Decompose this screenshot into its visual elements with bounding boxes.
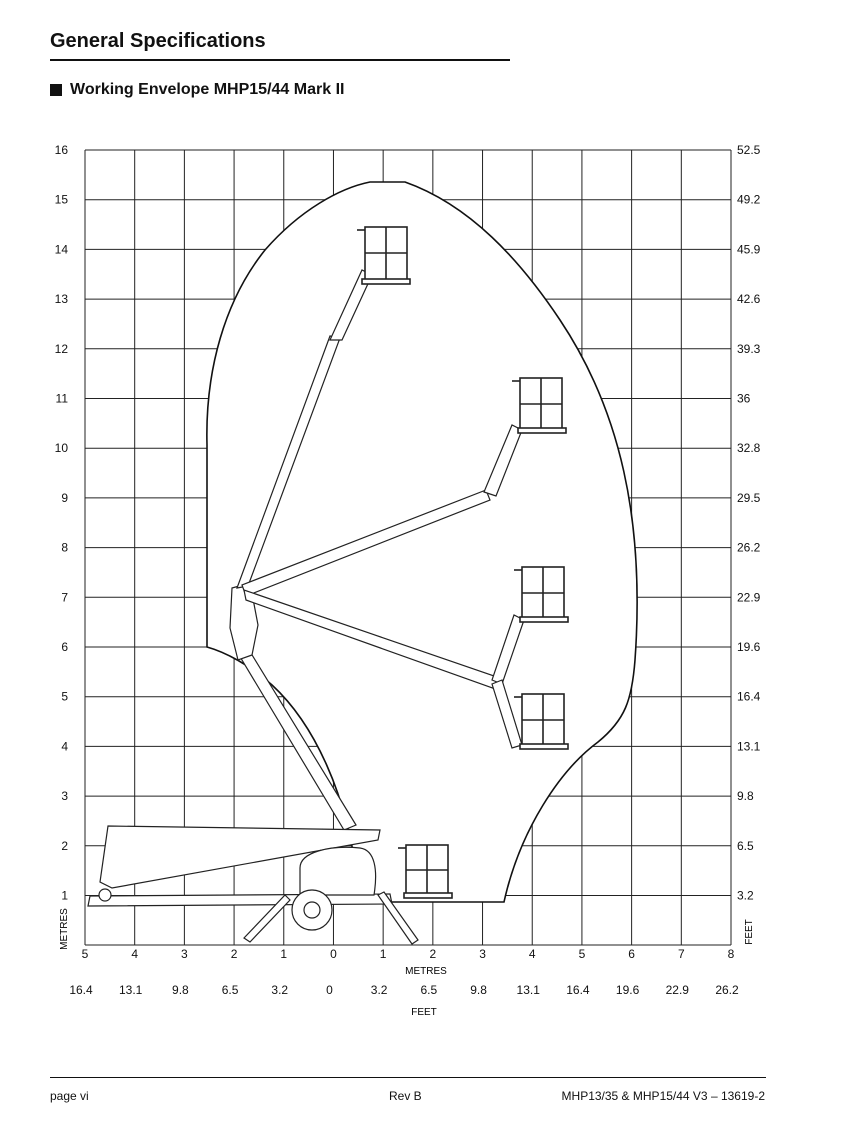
x-tick-feet: 19.6 bbox=[615, 983, 640, 997]
x-tick-metres: 4 bbox=[131, 947, 139, 961]
x-tick-metres: 8 bbox=[727, 947, 735, 961]
x-tick-metres: 5 bbox=[578, 947, 586, 961]
engine-cover bbox=[300, 847, 376, 895]
x-axis-metres bbox=[82, 947, 735, 961]
platform-basket-high bbox=[512, 378, 566, 433]
y-tick-metres: 6 bbox=[61, 640, 68, 654]
page-title: General Specifications bbox=[50, 30, 266, 52]
y-tick-metres: 2 bbox=[61, 838, 68, 853]
y-tick-metres: 3 bbox=[61, 789, 68, 804]
y-axis-right-label: FEET bbox=[744, 919, 755, 945]
x-tick-metres: 2 bbox=[429, 947, 437, 961]
y-tick-feet: 39.3 bbox=[737, 341, 761, 356]
y-tick-feet: 19.6 bbox=[737, 640, 761, 654]
y-tick-metres: 7 bbox=[61, 590, 68, 605]
x-axis-feet bbox=[69, 983, 739, 997]
y-tick-metres: 16 bbox=[54, 143, 68, 157]
x-tick-metres: 7 bbox=[677, 947, 685, 961]
y-tick-metres: 1 bbox=[61, 888, 68, 903]
x-tick-feet: 6.5 bbox=[420, 983, 438, 997]
y-tick-feet: 9.8 bbox=[737, 789, 754, 804]
y-tick-feet: 3.2 bbox=[737, 888, 754, 903]
y-tick-feet: 42.6 bbox=[737, 292, 761, 307]
y-tick-metres: 13 bbox=[54, 292, 68, 307]
y-tick-feet: 22.9 bbox=[737, 590, 761, 605]
platform-basket-mid-lower bbox=[514, 694, 568, 749]
y-tick-metres: 11 bbox=[55, 391, 68, 406]
x-tick-feet: 26.2 bbox=[715, 983, 739, 997]
y-axis-metres bbox=[55, 143, 69, 903]
x-tick-feet: 3.2 bbox=[271, 983, 289, 997]
x-tick-feet: 16.4 bbox=[69, 983, 93, 997]
towing-hitch bbox=[99, 889, 111, 901]
x-tick-feet: 22.9 bbox=[665, 983, 689, 997]
y-axis-feet bbox=[737, 143, 761, 903]
y-tick-feet: 36 bbox=[737, 391, 751, 406]
document-reference: MHP13/35 & MHP15/44 V3 – 13619-2 bbox=[561, 1089, 765, 1103]
y-tick-feet: 49.2 bbox=[737, 192, 761, 207]
page-number: page vi bbox=[50, 1089, 89, 1103]
platform-basket-mid-upper bbox=[514, 567, 568, 622]
revision-label: Rev B bbox=[389, 1089, 422, 1103]
x-tick-feet: 13.1 bbox=[119, 983, 143, 997]
y-tick-metres: 8 bbox=[61, 540, 68, 555]
x-tick-feet: 16.4 bbox=[566, 983, 590, 997]
y-tick-metres: 9 bbox=[61, 490, 68, 505]
x-tick-metres: 1 bbox=[379, 947, 387, 961]
x-tick-feet: 9.8 bbox=[172, 983, 189, 997]
platform-basket-stowed bbox=[398, 845, 452, 898]
footer-rule bbox=[50, 1077, 766, 1078]
x-axis-metres-label: METRES bbox=[405, 966, 447, 977]
platform-basket-top bbox=[357, 227, 410, 284]
y-axis-left-label: METRES bbox=[59, 908, 70, 950]
y-tick-metres: 12 bbox=[54, 341, 68, 356]
wheel-hub bbox=[304, 902, 320, 918]
y-tick-feet: 52.5 bbox=[737, 143, 761, 157]
envelope-outline bbox=[207, 182, 637, 902]
y-tick-feet: 6.5 bbox=[737, 838, 754, 853]
x-tick-feet: 6.5 bbox=[221, 983, 239, 997]
x-tick-metres: 5 bbox=[81, 947, 89, 961]
chassis bbox=[88, 894, 392, 906]
x-tick-feet: 13.1 bbox=[516, 983, 540, 997]
x-tick-feet: 3.2 bbox=[370, 983, 388, 997]
x-tick-metres: 0 bbox=[330, 947, 337, 961]
y-tick-feet: 26.2 bbox=[737, 540, 761, 555]
x-tick-metres: 6 bbox=[628, 947, 635, 961]
x-tick-metres: 2 bbox=[230, 947, 238, 961]
y-tick-feet: 32.8 bbox=[737, 441, 761, 456]
y-tick-metres: 10 bbox=[54, 441, 68, 456]
x-tick-feet: 0 bbox=[326, 983, 333, 997]
section-title: Working Envelope MHP15/44 Mark II bbox=[70, 81, 345, 98]
y-tick-metres: 5 bbox=[61, 689, 68, 704]
y-tick-feet: 45.9 bbox=[737, 242, 761, 257]
y-tick-metres: 15 bbox=[54, 192, 68, 207]
x-tick-metres: 3 bbox=[479, 947, 486, 961]
x-tick-feet: 9.8 bbox=[470, 983, 487, 997]
y-tick-metres: 4 bbox=[61, 739, 68, 754]
x-tick-metres: 3 bbox=[181, 947, 188, 961]
y-tick-feet: 16.4 bbox=[737, 689, 761, 704]
x-tick-metres: 4 bbox=[528, 947, 536, 961]
x-axis-feet-label: FEET bbox=[411, 1007, 437, 1018]
y-tick-feet: 13.1 bbox=[737, 739, 761, 754]
x-tick-metres: 1 bbox=[280, 947, 288, 961]
y-tick-feet: 29.5 bbox=[737, 490, 761, 505]
y-tick-metres: 14 bbox=[54, 242, 68, 257]
